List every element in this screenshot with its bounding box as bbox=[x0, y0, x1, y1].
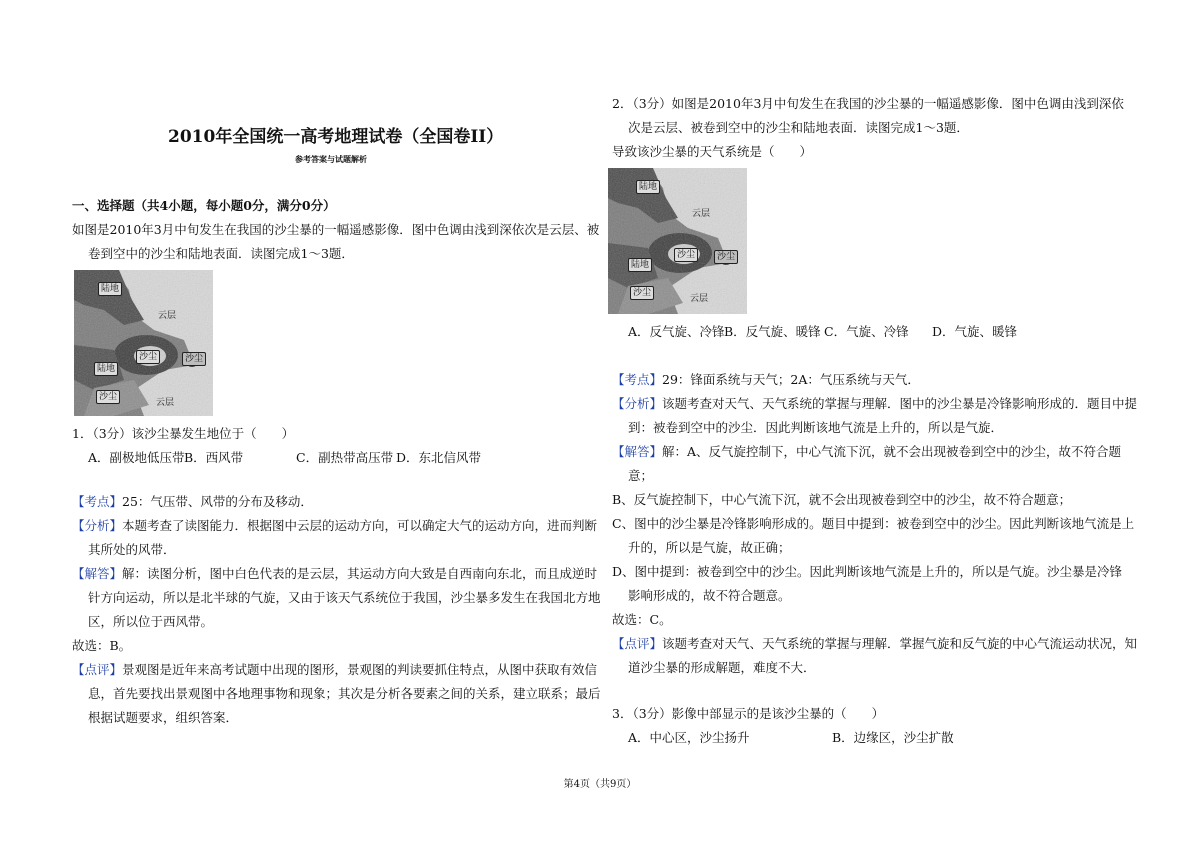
option-a: A．副极地低压带 bbox=[88, 450, 185, 465]
option-c-analysis-1: C、图中的沙尘暴是冷锋影响形成的。题目中提到：被卷到空中的沙尘。因此判断该地气流是上 bbox=[612, 516, 1135, 531]
label-dust: 沙尘 bbox=[96, 390, 120, 404]
jieda bbox=[72, 566, 597, 582]
label-dust: 沙尘 bbox=[136, 350, 160, 364]
kaodian bbox=[72, 494, 313, 510]
dianping-tag: 【点评】 bbox=[612, 636, 663, 651]
fenxi-line-2: 其所处的风带． bbox=[88, 542, 176, 557]
fenxi-line-2: 到：被卷到空中的沙尘．因此判断该地气流是上升的，所以是气旋． bbox=[628, 420, 1004, 435]
jieda bbox=[612, 444, 1121, 460]
section-header: 一、选择题（共4小题，每小题0分，满分0分） bbox=[72, 198, 336, 213]
kaodian-text: 29：锋面系统与天气；2A：气压系统与天气． bbox=[662, 372, 920, 387]
question-2-line-1: 2．（3分）如图是2010年3月中旬发生在我国的沙尘暴的一幅遥感影像．图中色调由浅到深依 bbox=[612, 96, 1124, 111]
option-b: B．反气旋、暖锋 bbox=[724, 324, 821, 339]
label-dust: 沙尘 bbox=[714, 250, 738, 264]
label-cloud: 云层 bbox=[156, 398, 175, 408]
kaodian bbox=[612, 372, 920, 388]
answer: 故选：C。 bbox=[612, 612, 672, 627]
kaodian-text: 25：气压带、风带的分布及移动． bbox=[122, 494, 313, 509]
dianping-line-2: 息，首先要找出景观图中各地理事物和现象；其次是分析各要素之间的关系，建立联系；最后 bbox=[88, 686, 601, 701]
page-footer: 第4页（共9页） bbox=[563, 779, 637, 790]
jieda-line-2: 意； bbox=[628, 468, 654, 483]
label-dust: 沙尘 bbox=[674, 248, 698, 262]
label-dust: 沙尘 bbox=[630, 286, 654, 300]
dianping bbox=[72, 662, 597, 678]
question-2-line-2: 次是云层、被卷到空中的沙尘和陆地表面．读图完成1～3题． bbox=[628, 120, 969, 135]
jieda-tag: 【解答】 bbox=[72, 566, 123, 581]
jieda-line-2: 针方向运动，所以是北半球的气旋，又由于该天气系统位于我国，沙尘暴多发生在我国北方地 bbox=[88, 590, 601, 605]
intro-line-2: 卷到空中的沙尘和陆地表面．读图完成1～3题． bbox=[88, 246, 354, 261]
dianping-line-1: 景观图是近年来高考试题中出现的图形，景观图的判读要抓住特点，从图中获取有效信 bbox=[122, 662, 598, 677]
jieda-line-3: 区，所以位于西风带。 bbox=[88, 614, 214, 629]
jieda-line-1: 解：读图分析，图中白色代表的是云层，其运动方向大致是自西南向东北，而且成逆时 bbox=[122, 566, 598, 581]
option-b-analysis: B、反气旋控制下，中心气流下沉，就不会出现被卷到空中的沙尘，故不符合题意； bbox=[612, 492, 1072, 507]
option-c: C．气旋、冷锋 bbox=[824, 324, 909, 339]
dianping-line-2: 道沙尘暴的形成解题，难度不大． bbox=[628, 660, 816, 675]
option-d: D．东北信风带 bbox=[396, 450, 482, 465]
dianping-line-1: 该题考查对天气、天气系统的掌握与理解．掌握气旋和反气旋的中心气流运动状况，知 bbox=[662, 636, 1138, 651]
label-land: 陆地 bbox=[636, 180, 660, 194]
dianping-line-3: 根据试题要求，组织答案． bbox=[88, 710, 239, 725]
label-land: 陆地 bbox=[98, 282, 122, 296]
option-a: A．反气旋、冷锋 bbox=[628, 324, 725, 339]
satellite-image bbox=[74, 270, 213, 416]
kaodian-tag: 【考点】 bbox=[612, 372, 663, 387]
label-cloud: 云层 bbox=[690, 294, 709, 304]
option-d-analysis-2: 影响形成的，故不符合题意。 bbox=[628, 588, 791, 603]
option-d-analysis-1: D、图中提到：被卷到空中的沙尘。因此判断该地气流是上升的，所以是气旋。沙尘暴是冷锋 bbox=[612, 564, 1123, 579]
fenxi-tag: 【分析】 bbox=[72, 518, 123, 533]
option-c: C．副热带高压带 bbox=[296, 450, 394, 465]
answer: 故选：B。 bbox=[72, 638, 132, 653]
fenxi-tag: 【分析】 bbox=[612, 396, 663, 411]
page-title: 2010年全国统一高考地理试卷（全国卷II） bbox=[168, 127, 504, 147]
option-c-analysis-2: 升的，所以是气旋，故正确； bbox=[628, 540, 791, 555]
question-1: 1．（3分）该沙尘暴发生地位于（ ） bbox=[72, 426, 295, 441]
fenxi bbox=[612, 396, 1137, 412]
intro-line-1: 如图是2010年3月中旬发生在我国的沙尘暴的一幅遥感影像．图中色调由浅到深依次是云层、被 bbox=[72, 222, 600, 237]
label-land: 陆地 bbox=[628, 258, 652, 272]
label-cloud: 云层 bbox=[158, 311, 177, 321]
question-3: 3．（3分）影像中部显示的是该沙尘暴的（ ） bbox=[612, 706, 885, 721]
label-land: 陆地 bbox=[94, 362, 118, 376]
kaodian-tag: 【考点】 bbox=[72, 494, 123, 509]
fenxi-line-1: 本题考查了读图能力．根据图中云层的运动方向，可以确定大气的运动方向，进而判断 bbox=[122, 518, 598, 533]
option-b: B．边缘区，沙尘扩散 bbox=[832, 730, 954, 745]
jieda-line-1: 解：A、反气旋控制下，中心气流下沉，就不会出现被卷到空中的沙尘，故不符合题 bbox=[662, 444, 1122, 459]
dianping bbox=[612, 636, 1137, 652]
jieda-tag: 【解答】 bbox=[612, 444, 663, 459]
label-dust: 沙尘 bbox=[182, 352, 206, 366]
option-d: D．气旋、暖锋 bbox=[932, 324, 1018, 339]
page-subtitle: 参考答案与试题解析 bbox=[295, 154, 367, 164]
satellite-image bbox=[608, 168, 747, 314]
option-b: B．西风带 bbox=[184, 450, 244, 465]
label-cloud: 云层 bbox=[692, 209, 711, 219]
fenxi-line-1: 该题考查对天气、天气系统的掌握与理解．图中的沙尘暴是冷锋影响形成的．题目中提 bbox=[662, 396, 1138, 411]
dianping-tag: 【点评】 bbox=[72, 662, 123, 677]
fenxi bbox=[72, 518, 597, 534]
option-a: A．中心区，沙尘扬升 bbox=[628, 730, 750, 745]
question-2-stem: 导致该沙尘暴的天气系统是（ ） bbox=[612, 144, 813, 159]
